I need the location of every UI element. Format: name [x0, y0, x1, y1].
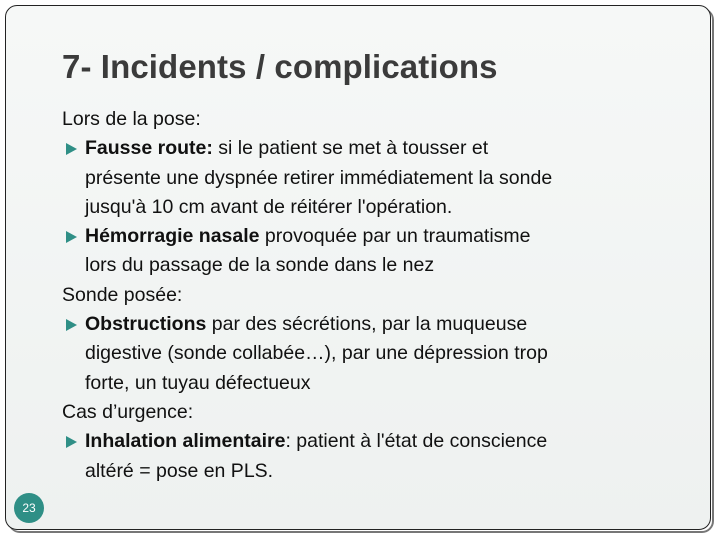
section-heading-urgence: Cas d’urgence: [62, 400, 194, 423]
section-heading-pose: Lors de la pose: [62, 108, 201, 130]
page-number-badge: 23 [14, 493, 44, 523]
bullet-arrow-icon [66, 143, 77, 155]
item-text-line2: lors du passage de la sonde dans le nez [85, 254, 435, 277]
item-text: si le patient se met à tousser et [212, 137, 489, 160]
slide-title: 7- Incidents / complications [62, 48, 498, 85]
term-obstructions: Obstructions [85, 313, 207, 336]
term-hemorragie: Hémorragie nasale [85, 225, 260, 248]
item-text-line3: forte, un tuyau défectueux [85, 371, 311, 394]
item-text-line2: présente une dyspnée retirer immédiatement la sonde [85, 166, 553, 189]
slide-body [62, 105, 702, 486]
item-text: : patient à l'état de conscience [285, 430, 548, 453]
item-text-line3: jusqu'à 10 cm avant de réitérer l'opération. [85, 195, 453, 218]
bullet-arrow-icon [66, 231, 77, 243]
bullet-arrow-icon [66, 319, 77, 331]
item-text: par des sécrétions, par la muqueuse [206, 313, 528, 336]
list-item-hemorragie [62, 222, 702, 281]
list-item-fausse-route [62, 134, 702, 222]
item-text: provoquée par un traumatisme [259, 225, 531, 248]
list-item-obstructions [62, 310, 702, 398]
item-text-line2: altéré = pose en PLS. [85, 459, 274, 482]
bullet-arrow-icon [66, 436, 77, 448]
term-fausse-route: Fausse route: [85, 137, 213, 160]
section-heading-posee: Sonde posée: [62, 283, 183, 306]
list-item-inhalation [62, 427, 702, 486]
term-inhalation: Inhalation alimentaire [85, 430, 286, 453]
item-text-line2: digestive (sonde collabée…), par une dépression trop [85, 342, 548, 365]
